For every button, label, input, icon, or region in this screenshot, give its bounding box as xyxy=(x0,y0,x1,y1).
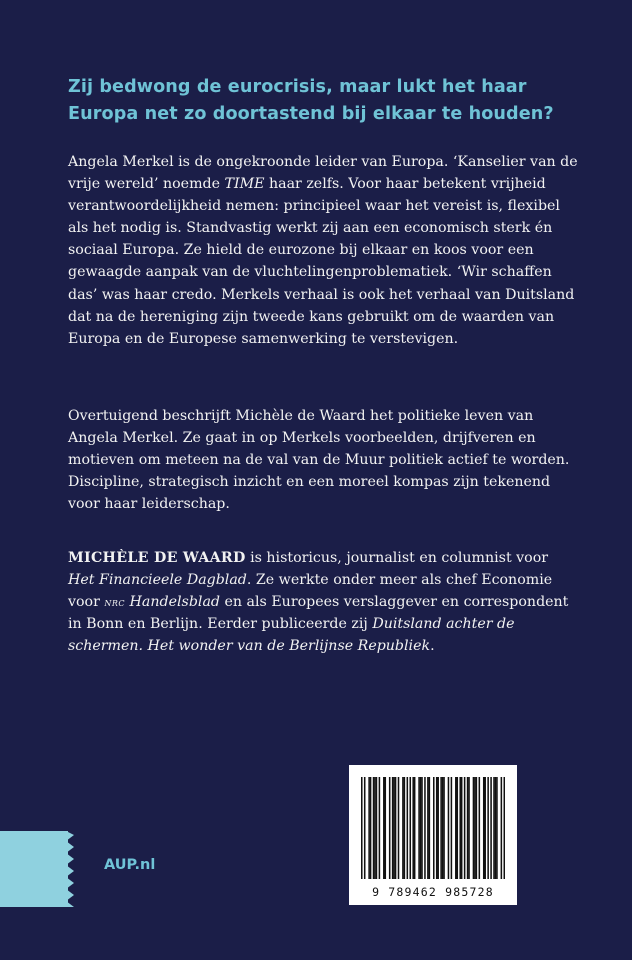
newspaper-2-name: Handelsblad xyxy=(125,594,220,611)
barcode-bar xyxy=(457,777,459,879)
description-paragraph xyxy=(68,151,578,350)
bio-text-4: . xyxy=(430,638,435,655)
barcode-bar xyxy=(436,777,438,879)
barcode-bar xyxy=(393,777,395,879)
barcode-bar xyxy=(361,777,363,879)
barcode-bar xyxy=(464,777,466,879)
bio-text-1: is historicus, journalist en columnist voor xyxy=(245,550,549,566)
barcode-bar xyxy=(501,777,503,879)
bio-text-2: . Ze werkte onder meer als chef Economie voor xyxy=(68,572,553,611)
barcode-bar xyxy=(490,777,492,879)
description-rest: haar zelfs. Voor haar betekent vrijheid verantwoordelijkheid nemen: principieel waar het vereist is, flexibel als het nodig is. Standvastig werkt zij aan een economisch sterk én sociaal Europa. Ze hield de eurozone bij elkaar en koos voor een gewaagde aanpak van de vluchtelingenproblematiek. ‘Wir schaffen das’ was haar credo. Merkels verhaal is ook het verhaal van Duitsland dat na de hereniging zijn tweede kans gebruikt om de waarden van Europa en de Europese samenwerking te verstevigen. xyxy=(68,176,575,347)
barcode-bar xyxy=(443,777,445,879)
barcode-bar xyxy=(398,777,400,879)
publisher-url[interactable]: AUP.nl xyxy=(104,857,156,873)
barcode-bar xyxy=(474,777,476,879)
barcode-bar xyxy=(364,777,366,879)
barcode-bar xyxy=(424,777,426,879)
barcode-bar xyxy=(484,777,486,879)
barcode-bars xyxy=(361,777,505,879)
barcode-bar xyxy=(487,777,489,879)
newspaper-2-prefix: nrc xyxy=(104,595,126,610)
barcode-bar xyxy=(421,777,423,879)
zigzag-edge-icon xyxy=(66,831,76,907)
barcode-bar xyxy=(433,777,435,879)
newspaper-1: Het Financieele Dagblad xyxy=(68,572,247,589)
barcode-bar xyxy=(392,777,394,879)
barcode-bar xyxy=(479,777,481,879)
barcode-bar xyxy=(504,777,505,879)
barcode-bar xyxy=(414,777,416,879)
isbn-number: 9 789462 985728 xyxy=(372,885,494,899)
author-paragraph: Overtuigend beschrijft Michèle de Waard het politieke leven van Angela Merkel. Ze gaat in op Merkels voorbeelden, drijfveren en motieven om meteen na de val van de Muur politiek actief te worden. Discipline, strategisch inzicht en een moreel kompas zijn tekenend voor haar leiderschap. xyxy=(68,408,570,513)
author-bio xyxy=(68,547,578,657)
barcode-bar xyxy=(383,777,385,879)
barcode-bar xyxy=(374,777,376,879)
barcode-bar xyxy=(476,777,478,879)
barcode-bar xyxy=(496,777,498,879)
description-lead: Angela Merkel is de ongekroonde leider van Europa. ‘Kanselier van de vrije wereld’ noemde xyxy=(68,154,578,193)
barcode-bar xyxy=(427,777,429,879)
barcode-bar xyxy=(412,777,414,879)
barcode-bar xyxy=(409,777,411,879)
previous-book-title: Duitsland achter de schermen. Het wonder van de Berlijnse Republiek xyxy=(68,616,515,655)
barcode-bar xyxy=(404,777,406,879)
barcode-bar xyxy=(368,777,370,879)
barcode-bar xyxy=(461,777,463,879)
barcode-bar xyxy=(437,777,439,879)
barcode-bar xyxy=(483,777,485,879)
barcode-bar xyxy=(407,777,409,879)
isbn-barcode xyxy=(349,765,517,905)
barcode-bar xyxy=(493,777,495,879)
headline: Zij bedwong de eurocrisis, maar lukt het haar Europa net zo doortastend bij elkaar te houden? xyxy=(68,77,554,124)
barcode-bar xyxy=(495,777,497,879)
barcode-bar xyxy=(395,777,397,879)
barcode-bar xyxy=(379,777,381,879)
barcode-bar xyxy=(467,777,469,879)
barcode-bar xyxy=(448,777,450,879)
barcode-bar xyxy=(385,777,387,879)
barcode-bar xyxy=(451,777,453,879)
barcode-bar xyxy=(429,777,431,879)
barcode-bar xyxy=(373,777,375,879)
author-name: MICHÈLE DE WAARD xyxy=(68,550,246,566)
barcode-bar xyxy=(459,777,461,879)
barcode-bar xyxy=(442,777,444,879)
magazine-name: TIME xyxy=(224,176,265,193)
barcode-bar xyxy=(473,777,475,879)
barcode-bar xyxy=(370,777,372,879)
barcode-bar xyxy=(376,777,378,879)
publisher-tab-decoration xyxy=(0,831,68,907)
barcode-bar xyxy=(455,777,457,879)
barcode-bar xyxy=(420,777,422,879)
barcode-bar xyxy=(402,777,404,879)
barcode-bar xyxy=(468,777,470,879)
barcode-bar xyxy=(418,777,420,879)
newspaper-2 xyxy=(104,594,220,610)
barcode-bar xyxy=(440,777,442,879)
barcode-bar xyxy=(389,777,391,879)
bio-text-3: en als Europees verslaggever en correspondent in Bonn en Berlijn. Eerder publiceerde zij xyxy=(68,594,569,633)
